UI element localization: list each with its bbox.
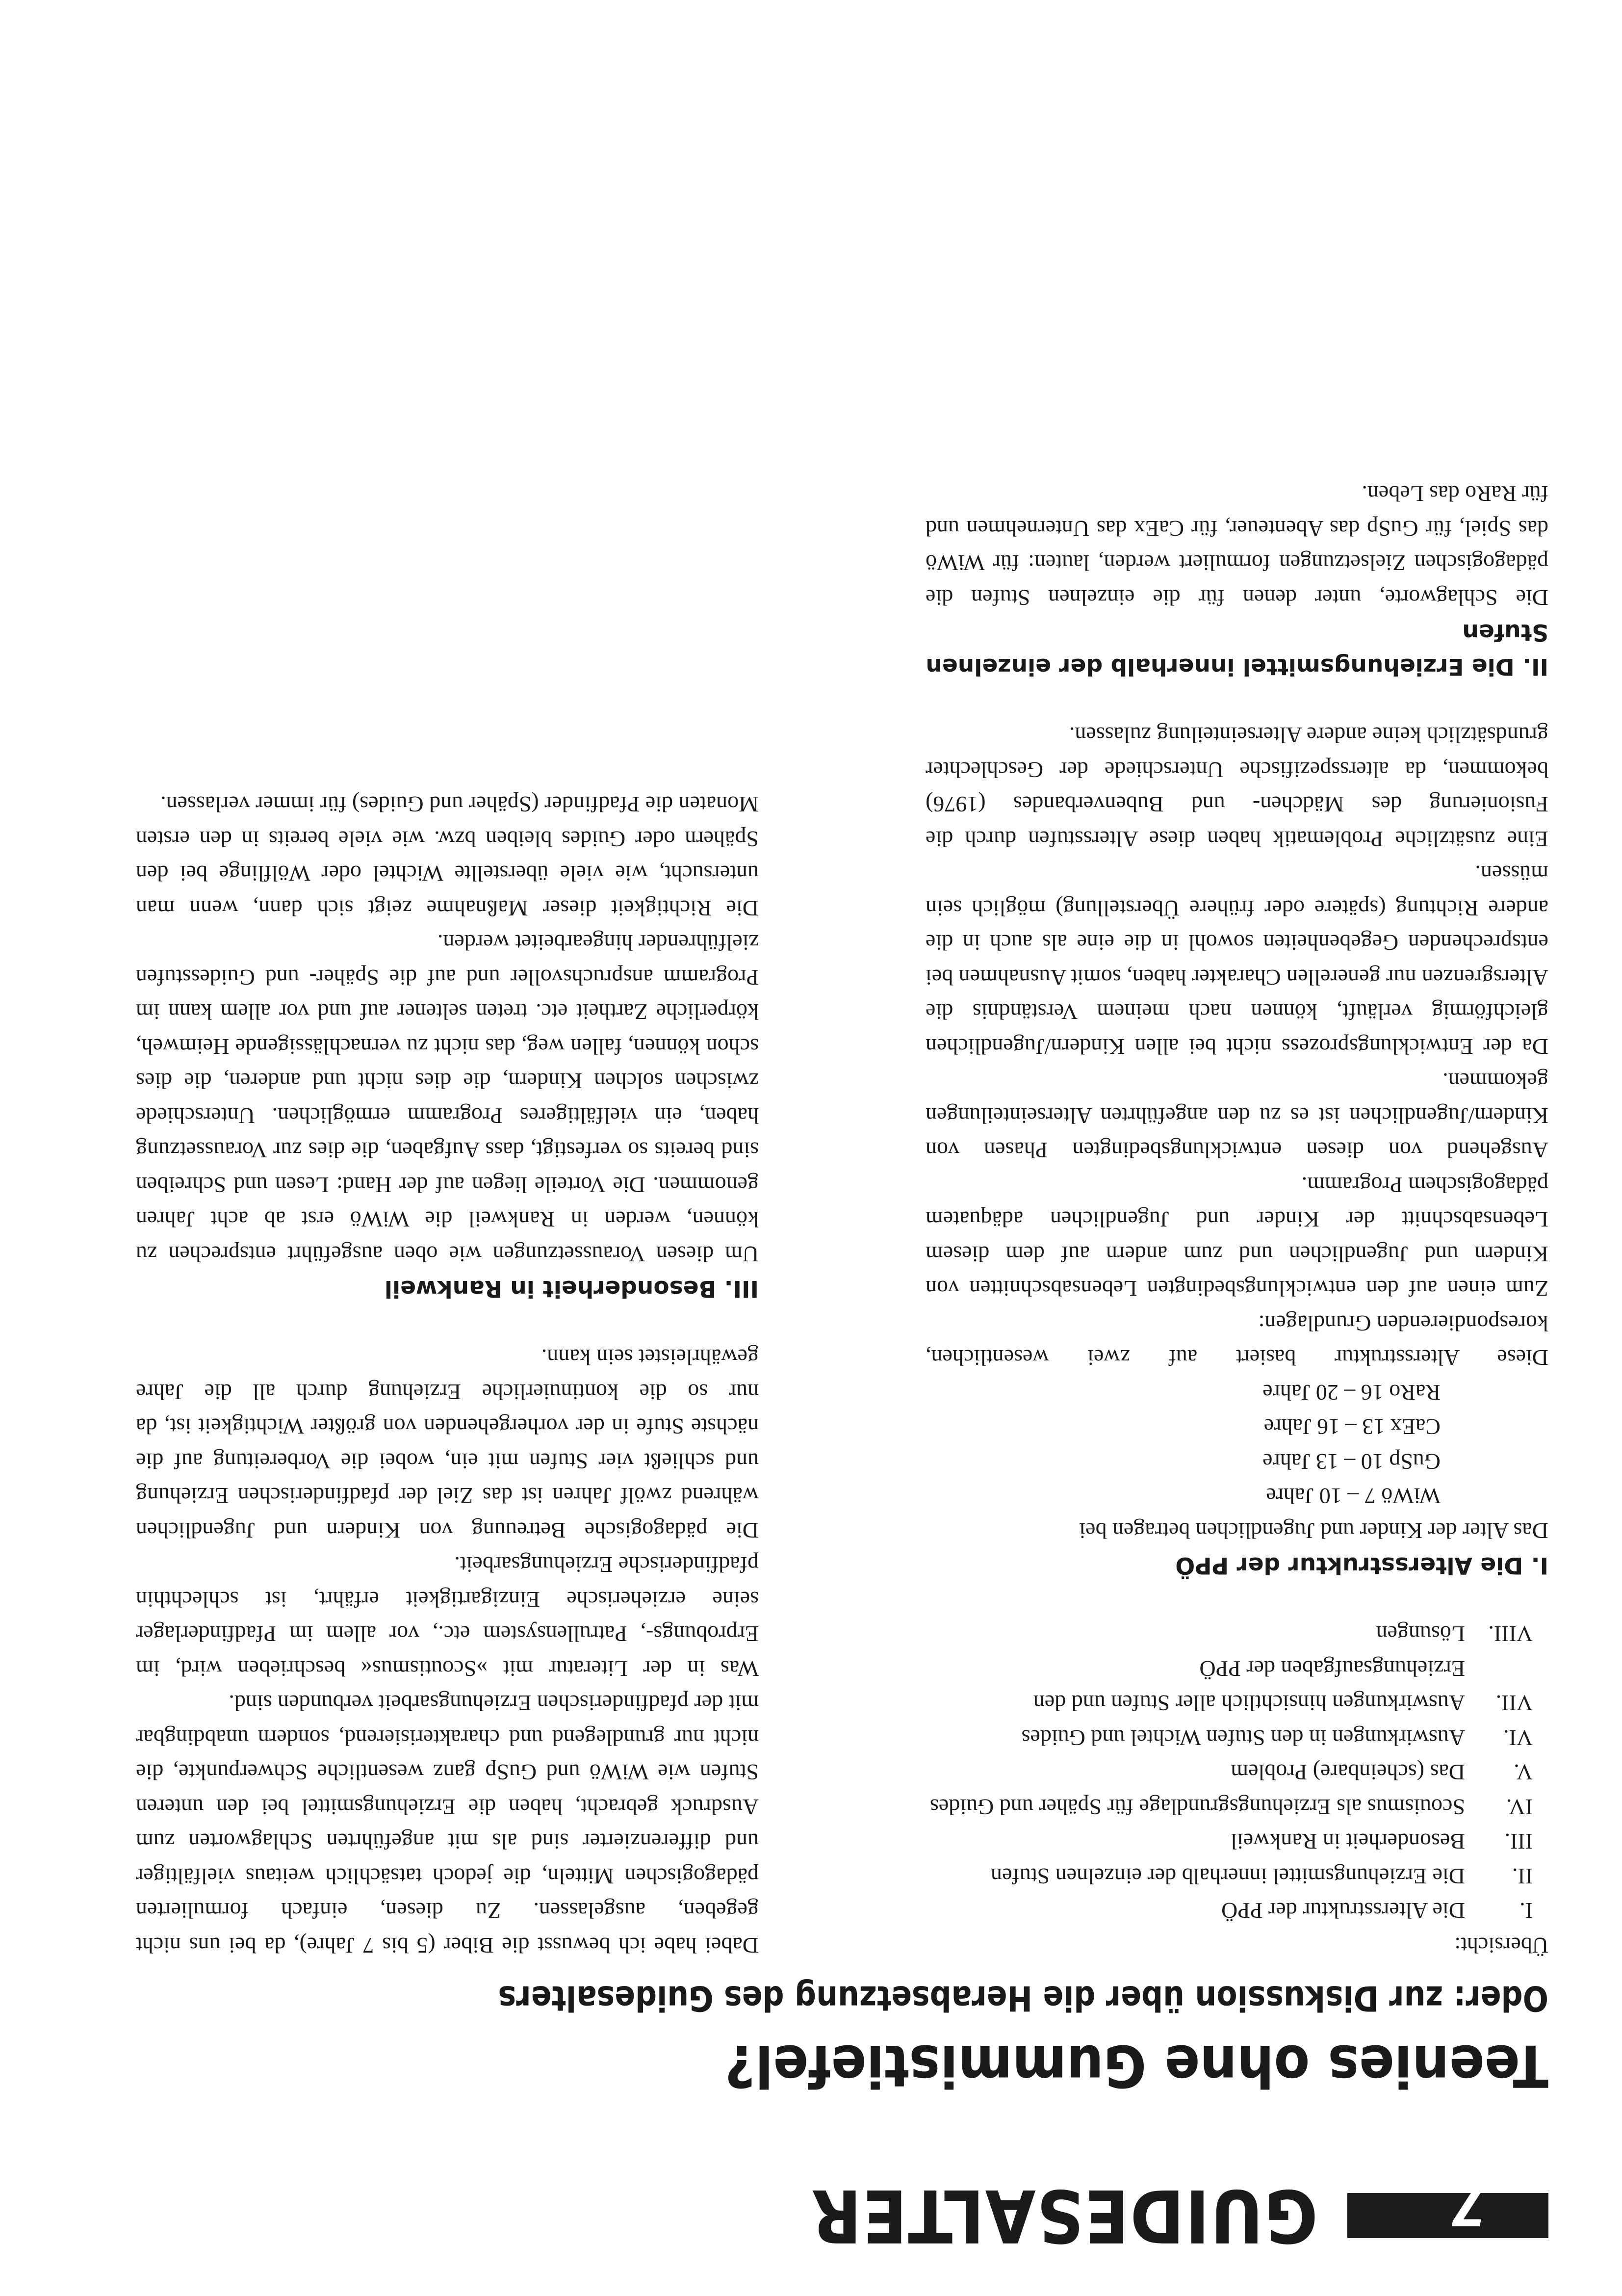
overview-item: [926, 1824, 1548, 1859]
magazine-title: GUIDESALTER: [810, 2173, 1318, 2258]
paragraph: Diese Altersstruktur basiert auf zwei wesentlichen, korespondierenden Grundlagen:: [926, 1311, 1548, 1371]
right-column: [136, 787, 759, 1962]
paragraph: Die Schlagworte, unter denen für die einzelnen Stufen die pädagogischen Zielsetzungen formuliert werden, lauten: für WiWö das Spiel, für GuSp das Abenteuer, für CaEx das Unternehmen und für RaRo das Leben.: [926, 481, 1548, 610]
overview-item-text: Auswirkungen in den Stufen Wichtel und Guides: [1021, 1725, 1465, 1750]
paragraph: Die pädagogische Betreuung von Kindern und Jugendlichen während zwölf Jahren ist das Ziel der pfadfinderischen Erziehung und schließt vier Stufen mit ein, wobei die Vorbereitung auf die nächste Stufe in der vorhergehenden von größter Wichtigkeit ist, da nur so die kontinuierliche Erziehung durch all die Jahre gewährleistet sein kann.: [136, 1345, 759, 1543]
overview-item-text: Lösungen: [1376, 1621, 1465, 1647]
overview-item-number: V.: [1514, 1760, 1533, 1785]
overview-item-number: VII.: [1495, 1691, 1533, 1716]
page-header: [82, 2173, 1548, 2258]
overview-item-number: VIII.: [1488, 1621, 1533, 1647]
overview-item: [926, 1617, 1548, 1651]
section-heading-educational-means: II. Die Erziehungsmittel innerhalb der einzelnen Stufen: [926, 619, 1548, 680]
overview-item: [926, 1755, 1548, 1790]
overview-label: Übersicht:: [1454, 1933, 1548, 1958]
paragraph: Das Alter der Kinder und Jugendlichen betragen bei: [1079, 1518, 1548, 1543]
page-number: 7: [1451, 2177, 1487, 2237]
age-item: WiWö 7 – 10 Jahre: [1266, 1484, 1441, 1509]
paragraph: Was in der Literatur mit »Scoutismus« beschrieben wird, im Erprobungs-, Patrullensystem etc., vor allem im Pfadfinderlager seine erzieherische Einzigartigkeit erfährt, ist schlechthin pfadfinderische Erziehungsarbeit.: [136, 1552, 759, 1681]
overview-list: [926, 1617, 1548, 1928]
paragraph: Dabei habe ich bewusst die Biber (5 bis 7 Jahre), da bei uns nicht gegeben, ausgelassen. Zu diesen, einfach formulierten pädagogischen Mitteln, die jedoch tatsächlich weitaus vielfältiger und differenzierter sind als mit angeführten Schlagworten zum Ausdruck gebracht, haben die Erziehungsmittel bei den unteren Stufen wie WiWö und GuSp ganz wesentliche Schwerpunkte, die nicht nur grundlegend und charakterisierend, sondern unabdingbar mit der pfadfinderischen Erziehungsarbeit verbunden sind.: [136, 1691, 759, 1958]
overview-item-number: IV.: [1506, 1795, 1533, 1820]
paragraph: Die Richtigkeit dieser Maßnahme zeigt sich dann, wenn man untersucht, wie viele überstellte Wichtel oder Wölflinge bei den Spähern oder Guides bleiben bzw. wie viele bereits in den ersten Monaten die Pfadfinder (Späher und Guides) für immer verlassen.: [136, 792, 759, 921]
article-title: Teenies ohne Gummistiefel?: [725, 2032, 1548, 2100]
overview-item-number: VI.: [1503, 1725, 1533, 1750]
overview-item-number: III.: [1504, 1829, 1533, 1854]
overview-item-number: II.: [1512, 1864, 1533, 1889]
paragraph: Da der Entwicklungsprozess nicht bei allen Kindern/Jugendlichen gleichförmig verläuft, können nach meinem Verständnis die Altersgrenzen nur generellen Charakter haben, somit Ausnahmen bei entsprechenden Gegebenheiten sowohl in die eine als auch in die andere Richtung (spätere oder frühere Überstellung) möglich sein müssen.: [926, 861, 1548, 1059]
overview-item: [926, 1893, 1548, 1928]
paragraph: Um diesen Voraussetzungen wie oben ausgeführt entsprechen zu können, werden in Rankweil die WiWö erst ab acht Jahren genommen. Die Vorteile liegen auf der Hand: Lesen und Schreiben sind bereits so verfestigt, dass Aufgaben, die dies zur Voraussetzung haben, ein vielfältigeres Programm ermöglichen. Unterschiede zwischen solchen Kindern, die dies nicht und anderen, die dies schon können, fallen weg, das nicht zu vernachlässigende Heimweh, körperliche Zartheit etc. treten seltener auf und vor allem kann im Programm anspruchsvoller und auf die Späher- und Guidesstufen zielführender hingearbeitet werden.: [136, 930, 759, 1267]
paragraph: Zum einen auf den entwicklungsbedingten Lebensabschnitten von Kindern und Jugendlichen und zum andern auf dem diesem Lebensabschnitt der Kinder und Jugendlichen adäquatem pädagogischem Programm.: [926, 1173, 1548, 1302]
overview-item-text: Das (scheinbare) Problem: [1231, 1760, 1465, 1785]
left-column: [926, 476, 1548, 1962]
overview-item-text: Die Altersstruktur der PPÖ: [1221, 1898, 1465, 1924]
section-heading-age-structure: I. Die Altersstruktur der PPÖ: [1175, 1552, 1548, 1579]
paragraph: Eine zusätzliche Problematik haben diese Altersstufen durch die Fusionierung des Mädchen- und Bubenverbandes (1976) bekommen, da altersspezifische Unterschiede der Geschlechter grundsätzlich keine andere Alterseinteilung zulassen.: [926, 723, 1548, 852]
overview-item-text: Besonderheit in Rankweil: [1231, 1829, 1465, 1854]
overview-item-text: Auswirkungen hinsichtlich aller Stufen und den Erziehungsaufgaben der PPÖ: [1033, 1656, 1465, 1716]
section-heading-rankweil: III. Besonderheit in Rankweil: [384, 1275, 759, 1302]
overview-item-text: Die Erziehungsmittel innerhalb der einzelnen Stufen: [991, 1864, 1465, 1889]
paragraph: Ausgehend von diesen entwicklungsbedingten Phasen von Kindern/Jugendlichen ist es zu den angeführten Alterseinteilungen gekommen.: [926, 1069, 1548, 1163]
article-title-block: [77, 1978, 1548, 2100]
age-item: CaEx 13 – 16 Jahre: [1263, 1414, 1441, 1440]
page-number-bar: [1347, 2177, 1548, 2238]
article-subtitle: Oder: zur Diskussion über die Herabsetzung des Guidesalters: [498, 1978, 1548, 2018]
overview-item-text: Scouismus als Erziehungsgrundlage für Späher und Guides: [929, 1795, 1465, 1820]
overview-item-number: I.: [1519, 1898, 1533, 1924]
overview-item: [926, 1790, 1548, 1825]
age-item: RaRo 16 – 20 Jahre: [1262, 1380, 1441, 1405]
overview-item: [926, 1859, 1548, 1894]
age-list: [926, 1375, 1548, 1513]
overview-item: [926, 1651, 1548, 1721]
age-item: GuSp 10 – 13 Jahre: [1262, 1449, 1441, 1474]
overview-item: [926, 1721, 1548, 1755]
